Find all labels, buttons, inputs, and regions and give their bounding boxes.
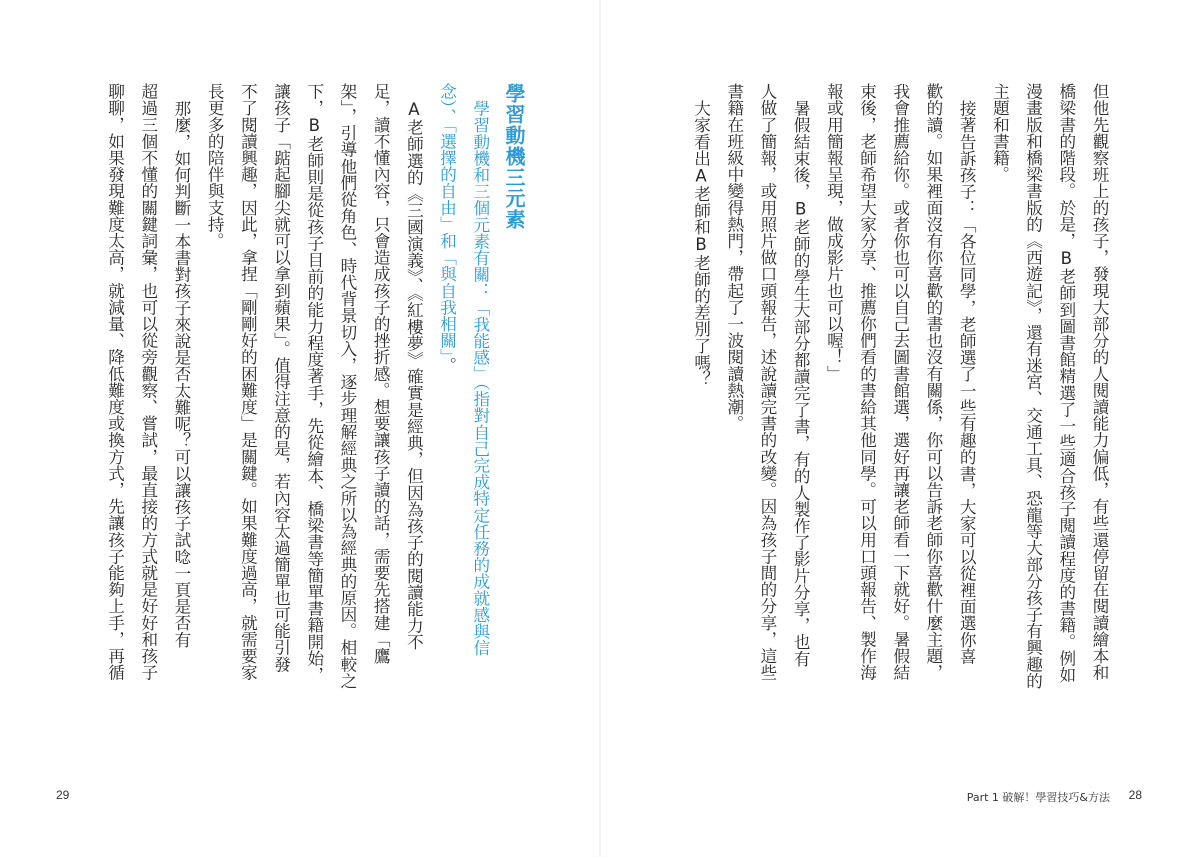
text-line: 大家看出A老師和B老師的差別了嗎？: [691, 99, 711, 387]
text-line: 但他先觀察班上的孩子，發現大部分的人閱讀能力偏低，有些還停留在閱讀繪本和: [1090, 83, 1109, 681]
running-head: Part 1 破解！學習技巧&方法: [966, 791, 1110, 804]
text-line: 下，B老師則是從孩子目前的能力程度著手，先從繪本、橋梁書等簡單書籍開始，: [304, 83, 324, 683]
intro-highlight-2: 念）、「選擇的自由」和「與自我相關」: [437, 83, 457, 357]
text-line: 束後，老師希望大家分享、推薦你們看的書給其他同學。可以用口頭報告、製作海: [857, 83, 877, 681]
intro-suffix: 。: [437, 356, 457, 374]
text-line: 超過三個不懂的關鍵詞彙，也可以從旁觀察、嘗試，最直接的方式就是好好和孩子: [138, 83, 158, 681]
right-page-text: [684, 83, 1116, 703]
text-line: 不了閱讀興趣，因此，拿捏「剛剛好的困難度」是關鍵。如果難度過高，就需要家: [238, 83, 258, 681]
right-page: [600, 0, 1200, 857]
text-line: 橋梁書的階段。於是，B老師到圖書館精選了一些適合孩子閱讀程度的書籍。例如: [1056, 83, 1076, 683]
text-line: 足，讀不懂內容，只會造成孩子的挫折感。想要讓孩子讀的話，需要先搭建「鷹: [371, 83, 391, 664]
text-line: 書籍在班級中變得熱門，帶起了一波閱讀熱潮。: [724, 83, 744, 432]
text-line: 報或用簡報呈現，做成影片也可以喔！」: [824, 83, 844, 382]
left-page-text: [98, 83, 530, 703]
text-line: 那麼，如何判斷一本書對孩子來說是否太難呢？可以讓孩子試唸一頁是否有: [171, 99, 191, 648]
text-line: 人做了簡報，或用照片做口頭報告，述說讀完書的改變。因為孩子間的分享，這些: [757, 83, 777, 681]
page-number-left: 29: [56, 788, 70, 802]
text-line: A老師選的《三國演義》、《紅樓夢》確實是經典，但因為孩子的閱讀能力不: [404, 99, 424, 650]
section-heading: 學習動機三元素: [502, 83, 526, 230]
text-line: 漫畫版和橋梁書版的《西遊記》，還有迷宮、交通工具、恐龍等大部分孩子有興趣的: [1023, 83, 1043, 689]
intro-highlight-1: 「我能感」（指對自己完成特定任務的成就感與信: [470, 298, 490, 656]
intro-prefix: 學習動機和三個元素有關：: [470, 99, 490, 299]
text-line: 讓孩子「踮起腳尖就可以拿到蘋果」。值得注意的是，若內容太過簡單也可能引發: [271, 83, 291, 673]
text-line: 主題和書籍。: [990, 83, 1010, 183]
text-line: 我會推薦給你。或者你也可以自己去圖書館選，選好再讓老師看一下就好。暑假結: [890, 83, 910, 681]
text-line: 歡的讀。如果裡面沒有你喜歡的書也沒有關係，你可以告訴老師你喜歡什麼主題，: [923, 83, 943, 681]
text-line: 暑假結束後，B老師的學生大部分都讀完了書，有的人製作了影片分享，也有: [791, 99, 811, 667]
intro-line-2: [430, 83, 463, 703]
text-line: 架」，引導他們從角色、時代背景切入，逐步理解經典之所以為經典的原因。相較之: [337, 83, 357, 689]
page-number-right: 28: [1128, 788, 1142, 802]
intro-line-1: [464, 83, 497, 703]
text-line: 接著告訴孩子：「各位同學，老師選了一些有趣的書，大家可以從裡面選你喜: [957, 99, 977, 664]
text-line: 長更多的陪伴與支持。: [205, 83, 225, 249]
text-line: 聊聊，如果發現難度太高，就減量、降低難度或換方式，先讓孩子能夠上手，再循: [105, 83, 125, 681]
